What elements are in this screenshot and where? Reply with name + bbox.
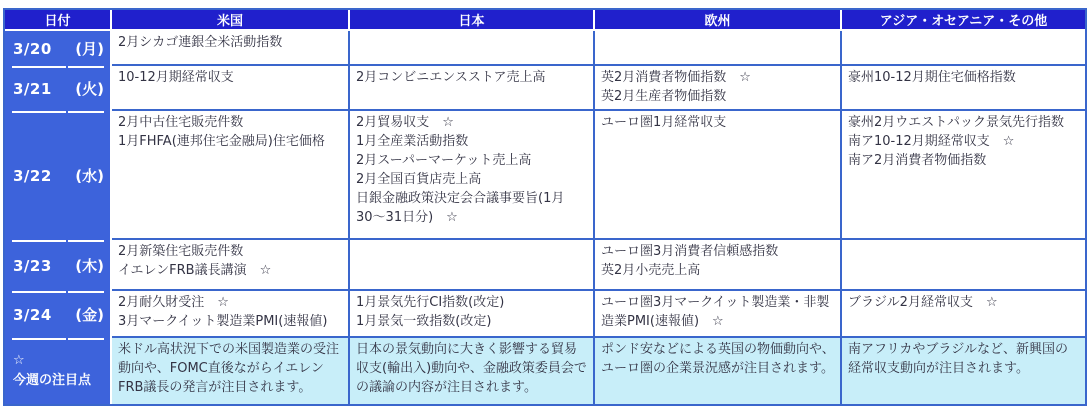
- event-cell-3-23-japan: [350, 240, 595, 291]
- calendar-body: [5, 31, 1085, 404]
- event-cell-3-23-europe: ユーロ圏3月消費者信頼感指数 英2月小売売上高: [595, 240, 842, 291]
- date-cell-3-23: [5, 240, 112, 291]
- date-label: 3/20: [13, 40, 52, 58]
- event-cell-3-22-japan: 2月貿易収支 ☆ 1月全産業活動指数 2月スーパーマーケット売上高 2月全国百貨店売上高 日銀金融政策決定会合議事要旨(1月30〜31日分) ☆: [350, 111, 595, 240]
- event-cell-3-21-us: 10-12月期経常収支: [112, 66, 350, 111]
- weekly-highlight-label: 今週の注目点: [13, 373, 92, 388]
- weekday-label: (水): [75, 167, 104, 185]
- row-separator: [12, 338, 66, 340]
- weekly-highlight-row: [5, 338, 1085, 404]
- date-label: 3/22: [13, 167, 52, 185]
- calendar-row-3-24: [5, 291, 1085, 338]
- weekday-label: (火): [75, 80, 104, 98]
- row-separator: [68, 111, 104, 113]
- date-label: 3/24: [13, 306, 52, 324]
- event-cell-3-23-us: 2月新築住宅販売件数 イエレンFRB議長講演 ☆: [112, 240, 350, 291]
- weekday-label: (木): [75, 257, 104, 275]
- highlight-cell-europe: ポンド安などによる英国の物価動向や、ユーロ圏の企業景況感が注目されます。: [595, 338, 842, 404]
- calendar-row-3-21: [5, 66, 1085, 111]
- date-label: 3/21: [13, 80, 52, 98]
- date-cell-3-21: [5, 66, 112, 111]
- column-header-date: 日付: [5, 10, 112, 31]
- event-cell-3-24-us: 2月耐久財受注 ☆ 3月マークイット製造業PMI(速報値): [112, 291, 350, 338]
- highlight-cell-japan: 日本の景気動向に大きく影響する貿易収支(輸出入)動向や、金融政策委員会での議論の内容が注目されます。: [350, 338, 595, 404]
- event-cell-3-20-us: 2月シカゴ連銀全米活動指数: [112, 31, 350, 66]
- row-separator: [68, 240, 104, 242]
- weekday-label: (月): [75, 40, 104, 58]
- event-cell-3-21-japan: 2月コンビニエンスストア売上高: [350, 66, 595, 111]
- event-cell-3-22-asia: 豪州2月ウエストパック景気先行指数 南ア10-12月期経常収支 ☆ 南ア2月消費者物価指数: [842, 111, 1085, 240]
- row-separator: [12, 240, 66, 242]
- header-row: [5, 10, 1085, 31]
- event-cell-3-23-asia: [842, 240, 1085, 291]
- event-cell-3-21-europe: 英2月消費者物価指数 ☆ 英2月生産者物価指数: [595, 66, 842, 111]
- weekly-highlight-label-cell: [5, 338, 112, 404]
- event-cell-3-24-asia: ブラジル2月経常収支 ☆: [842, 291, 1085, 338]
- highlight-star-icon: ☆: [13, 353, 25, 368]
- row-separator: [12, 111, 66, 113]
- row-separator: [68, 66, 104, 68]
- weekday-label: (金): [75, 306, 104, 324]
- column-header-asia: アジア・オセアニア・その他: [842, 10, 1085, 31]
- highlight-cell-us: 米ドル高状況下での米国製造業の受注動向や、FOMC直後ながらイエレンFRB議長の発言が注目されます。: [112, 338, 350, 404]
- date-label: 3/23: [13, 257, 52, 275]
- event-cell-3-24-europe: ユーロ圏3月マークイット製造業・非製造業PMI(速報値) ☆: [595, 291, 842, 338]
- calendar-row-3-23: [5, 240, 1085, 291]
- event-cell-3-20-japan: [350, 31, 595, 66]
- row-separator: [12, 291, 66, 293]
- date-cell-3-22: [5, 111, 112, 240]
- event-cell-3-24-japan: 1月景気先行CI指数(改定) 1月景気一致指数(改定): [350, 291, 595, 338]
- row-separator: [68, 338, 104, 340]
- calendar-row-3-22: [5, 111, 1085, 240]
- event-cell-3-20-europe: [595, 31, 842, 66]
- event-cell-3-22-us: 2月中古住宅販売件数 1月FHFA(連邦住宅金融局)住宅価格: [112, 111, 350, 240]
- calendar-row-3-20: [5, 31, 1085, 66]
- economic-calendar: [3, 8, 1087, 406]
- column-header-europe: 欧州: [595, 10, 842, 31]
- row-separator: [68, 291, 104, 293]
- event-cell-3-22-europe: ユーロ圏1月経常収支: [595, 111, 842, 240]
- event-cell-3-21-asia: 豪州10-12月期住宅価格指数: [842, 66, 1085, 111]
- row-separator: [12, 66, 66, 68]
- column-header-japan: 日本: [350, 10, 595, 31]
- date-cell-3-24: [5, 291, 112, 338]
- event-cell-3-20-asia: [842, 31, 1085, 66]
- economic-calendar-table: [5, 10, 1085, 404]
- column-header-us: 米国: [112, 10, 350, 31]
- date-cell-3-20: [5, 31, 112, 66]
- highlight-cell-asia: 南アフリカやブラジルなど、新興国の経常収支動向が注目されます。: [842, 338, 1085, 404]
